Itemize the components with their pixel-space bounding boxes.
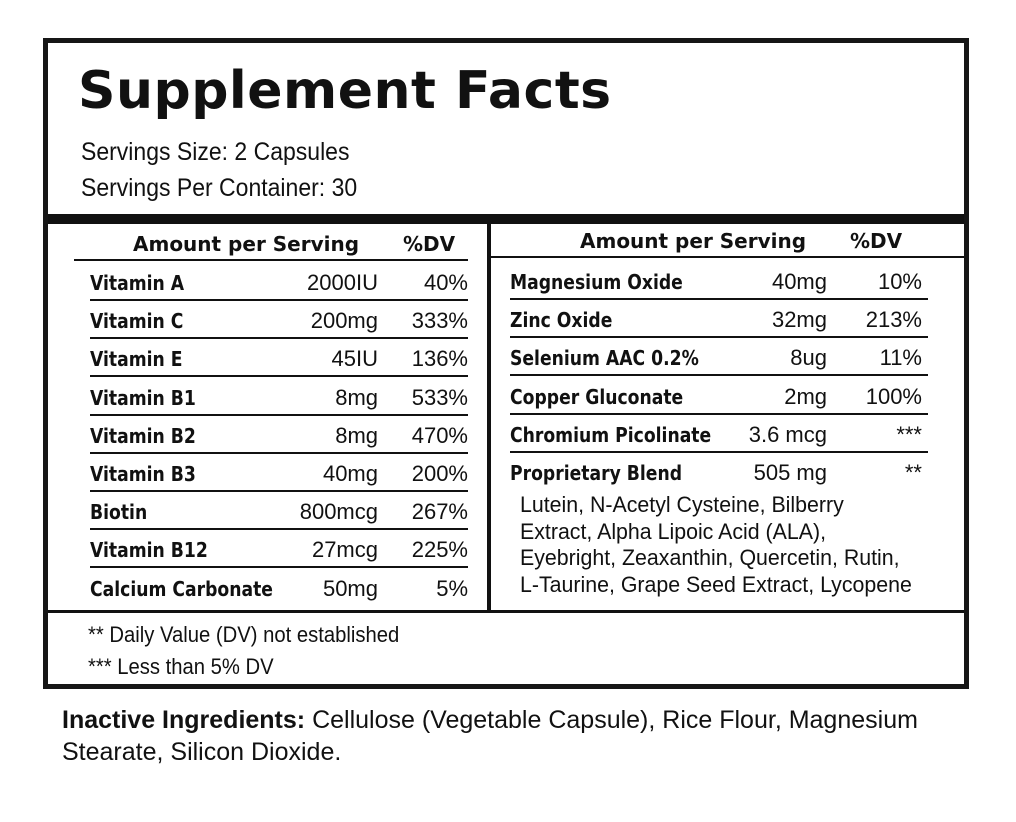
nutrient-amount: 2mg — [784, 383, 827, 409]
nutrient-amount: 8mg — [335, 422, 378, 448]
nutrient-row — [90, 530, 468, 568]
nutrient-dv: 5% — [436, 575, 468, 601]
left-amount-header: Amount per Serving — [133, 232, 360, 256]
nutrient-amount: 50mg — [322, 575, 378, 601]
nutrient-amount: 505 mg — [753, 460, 827, 485]
nutrient-name: Selenium AAC 0.2% — [510, 346, 699, 371]
right-header-rule — [491, 256, 964, 258]
nutrient-row — [90, 492, 468, 530]
thick-divider — [48, 214, 964, 224]
serving-size: Servings Size: 2 Capsules — [81, 138, 350, 166]
nutrient-row — [90, 569, 468, 607]
proprietary-blend-ingredients — [520, 492, 964, 598]
nutrient-name: Vitamin E — [90, 347, 183, 372]
nutrient-dv: ** — [904, 460, 922, 485]
supplement-facts-panel — [43, 38, 969, 689]
left-header-rule — [74, 259, 468, 261]
inactive-ingredients-label: Inactive Ingredients: — [62, 706, 306, 734]
nutrient-name: Calcium Carbonate — [90, 576, 273, 601]
nutrient-dv: 100% — [865, 383, 922, 409]
nutrient-dv: *** — [896, 421, 922, 447]
nutrient-amount: 800mcg — [299, 499, 378, 525]
nutrient-amount: 32mg — [771, 307, 827, 333]
nutrient-name: Vitamin B1 — [90, 385, 196, 410]
nutrient-name: Proprietary Blend — [510, 461, 682, 485]
nutrient-row — [90, 416, 468, 454]
blend-line: L-Taurine, Grape Seed Extract, Lycopene — [520, 571, 912, 597]
nutrient-dv: 470% — [411, 422, 468, 448]
inactive-ingredients — [62, 704, 962, 768]
nutrient-dv: 200% — [411, 461, 468, 486]
nutrient-row — [510, 453, 928, 491]
nutrient-amount: 2000IU — [307, 270, 378, 295]
nutrient-amount: 200mg — [310, 308, 378, 334]
nutrient-row — [510, 300, 928, 338]
nutrient-name: Copper Gluconate — [510, 384, 684, 409]
nutrient-row — [90, 301, 468, 339]
nutrient-row — [510, 262, 928, 300]
nutrient-name: Magnesium Oxide — [510, 270, 683, 294]
column-divider — [487, 224, 491, 611]
nutrient-name: Chromium Picolinate — [510, 422, 712, 447]
nutrient-name: Vitamin C — [90, 309, 184, 334]
servings-per-container: Servings Per Container: 30 — [81, 174, 358, 202]
blend-line: Lutein, N-Acetyl Cysteine, Bilberry — [520, 492, 844, 517]
right-amount-header: Amount per Serving — [580, 229, 807, 253]
left-dv-header: %DV — [403, 232, 456, 256]
nutrient-row — [90, 263, 468, 301]
nutrient-amount: 40mg — [322, 461, 378, 486]
nutrient-name: Biotin — [90, 500, 148, 525]
nutrient-dv: 10% — [877, 269, 922, 294]
inactive-ingredients-text: Cellulose (Vegetable Capsule), Rice Flour, Magnesium Stearate, Silicon Dioxide. — [62, 706, 918, 766]
right-dv-header: %DV — [850, 229, 903, 253]
nutrient-dv: 333% — [411, 308, 468, 334]
nutrient-dv: 136% — [411, 346, 468, 372]
nutrient-row — [510, 338, 928, 376]
footnote-dv-not-established: ** Daily Value (DV) not established — [88, 622, 400, 647]
nutrient-row — [90, 339, 468, 377]
footnote-less-than-5: *** Less than 5% DV — [88, 654, 274, 679]
nutrient-dv: 267% — [411, 499, 468, 525]
nutrient-amount: 40mg — [771, 269, 827, 294]
nutrient-amount: 8mg — [335, 384, 378, 410]
nutrient-amount: 27mcg — [311, 537, 378, 563]
blend-line: Eyebright, Zeaxanthin, Quercetin, Rutin, — [520, 545, 900, 570]
nutrient-amount: 45IU — [331, 346, 378, 372]
nutrient-amount: 3.6 mcg — [748, 421, 827, 447]
nutrient-row — [510, 415, 928, 453]
nutrient-name: Vitamin B12 — [90, 538, 208, 563]
nutrient-name: Vitamin B2 — [90, 423, 196, 448]
blend-line: Extract, Alpha Lipoic Acid (ALA), — [520, 518, 827, 544]
nutrient-name: Vitamin B3 — [90, 462, 196, 486]
nutrient-dv: 225% — [411, 537, 468, 563]
nutrient-name: Vitamin A — [90, 271, 185, 295]
nutrient-row — [90, 378, 468, 416]
nutrient-row — [510, 377, 928, 415]
nutrient-dv: 11% — [879, 345, 922, 371]
nutrient-name: Zinc Oxide — [510, 308, 613, 333]
nutrient-dv: 213% — [865, 307, 922, 333]
nutrient-row — [90, 454, 468, 492]
nutrient-amount: 8ug — [790, 345, 827, 371]
panel-title: Supplement Facts — [78, 61, 612, 121]
footnote-divider — [48, 610, 964, 613]
nutrient-dv: 40% — [423, 270, 468, 295]
nutrient-dv: 533% — [411, 384, 468, 410]
